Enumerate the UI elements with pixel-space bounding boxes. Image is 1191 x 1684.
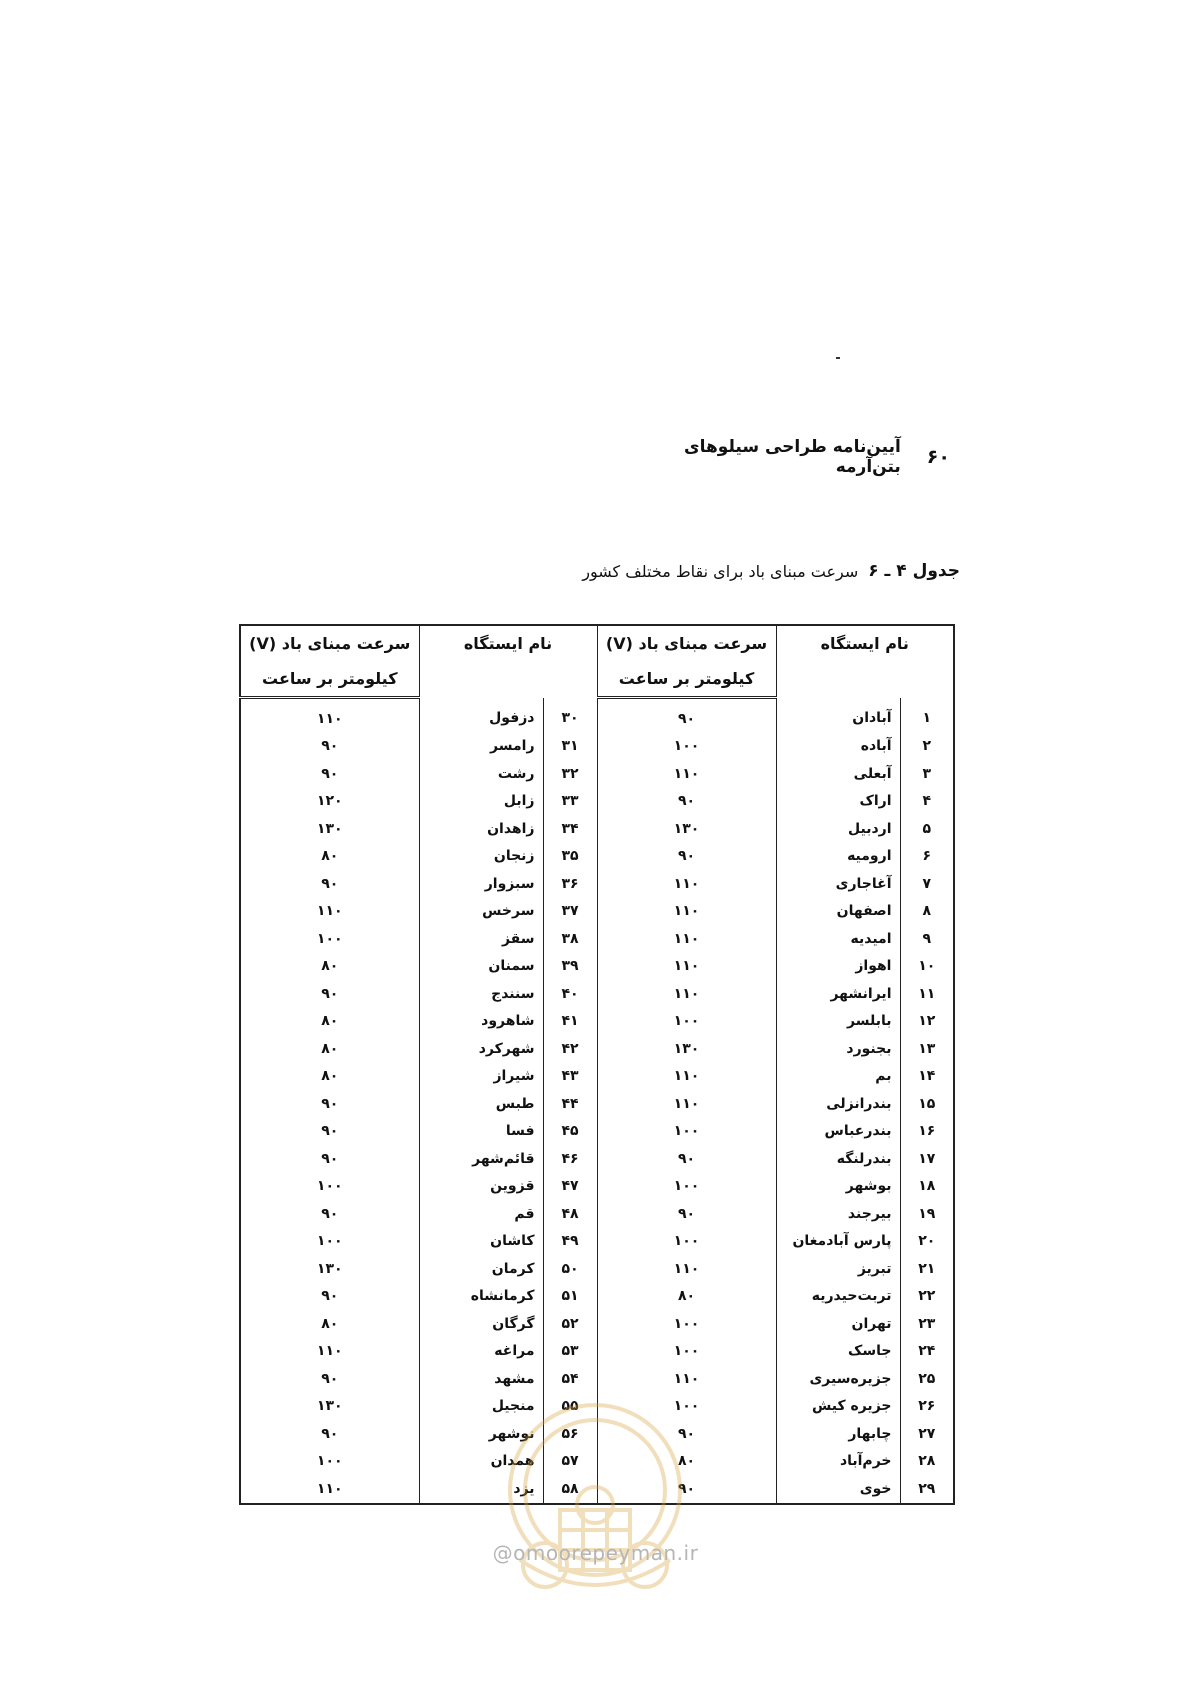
station-number: ۳۹ xyxy=(543,953,597,981)
station-number: ۳۴ xyxy=(543,815,597,843)
station-name: کرمان xyxy=(419,1255,543,1283)
wind-speed: ۹۰ xyxy=(597,1420,776,1448)
station-number: ۳۸ xyxy=(543,925,597,953)
wind-speed: ۱۳۰ xyxy=(597,1035,776,1063)
wind-speed: ۱۲۰ xyxy=(240,788,419,816)
wind-speed: ۱۰۰ xyxy=(240,925,419,953)
station-number: ۴۹ xyxy=(543,1228,597,1256)
wind-speed: ۱۰۰ xyxy=(597,1118,776,1146)
wind-speed: ۱۱۰ xyxy=(240,898,419,926)
station-name: شیراز xyxy=(419,1063,543,1091)
station-number: ۶ xyxy=(900,843,954,871)
station-name: شاهرود xyxy=(419,1008,543,1036)
station-number: ۱۰ xyxy=(900,953,954,981)
station-number: ۲۹ xyxy=(900,1475,954,1504)
station-name: خرم‌آباد xyxy=(776,1448,900,1476)
table-row xyxy=(240,843,954,871)
station-number: ۵ xyxy=(900,815,954,843)
running-title: آیین‌نامه طراحی سیلوهای بتن‌آرمه xyxy=(684,437,901,477)
wind-speed: ۱۳۰ xyxy=(240,815,419,843)
table-row xyxy=(240,980,954,1008)
page-number: ۶۰ xyxy=(926,446,950,468)
station-number: ۵۶ xyxy=(543,1420,597,1448)
station-name: سقز xyxy=(419,925,543,953)
wind-speed: ۹۰ xyxy=(240,1365,419,1393)
table-row xyxy=(240,1145,954,1173)
station-number: ۵۸ xyxy=(543,1475,597,1504)
wind-speed: ۸۰ xyxy=(240,1035,419,1063)
station-name: اراک xyxy=(776,788,900,816)
wind-speed: ۱۱۰ xyxy=(597,980,776,1008)
stray-dot xyxy=(836,357,840,359)
station-number: ۴۶ xyxy=(543,1145,597,1173)
station-number: ۲۴ xyxy=(900,1338,954,1366)
table-row xyxy=(240,925,954,953)
wind-speed: ۱۱۰ xyxy=(597,760,776,788)
table-row xyxy=(240,870,954,898)
station-number: ۴۵ xyxy=(543,1118,597,1146)
table-row xyxy=(240,698,954,733)
station-name: سنندج xyxy=(419,980,543,1008)
wind-speed: ۱۱۰ xyxy=(240,1338,419,1366)
station-name: ایرانشهر xyxy=(776,980,900,1008)
station-number: ۵۰ xyxy=(543,1255,597,1283)
station-number: ۴۱ xyxy=(543,1008,597,1036)
wind-speed: ۸۰ xyxy=(597,1448,776,1476)
wind-speed: ۹۰ xyxy=(240,1200,419,1228)
wind-speed: ۱۱۰ xyxy=(597,1255,776,1283)
wind-speed: ۹۰ xyxy=(240,1090,419,1118)
wind-speed: ۸۰ xyxy=(240,1008,419,1036)
wind-speed: ۹۰ xyxy=(597,1145,776,1173)
station-number: ۵۳ xyxy=(543,1338,597,1366)
station-number: ۱۲ xyxy=(900,1008,954,1036)
caption-label: جدول ۴ ـ ۶ xyxy=(868,561,960,581)
station-number: ۴۷ xyxy=(543,1173,597,1201)
station-name: تهران xyxy=(776,1310,900,1338)
station-number: ۲۵ xyxy=(900,1365,954,1393)
station-number: ۳۶ xyxy=(543,870,597,898)
station-number: ۴۲ xyxy=(543,1035,597,1063)
station-number: ۲۸ xyxy=(900,1448,954,1476)
station-name: پارس آبادمغان xyxy=(776,1228,900,1256)
station-name: اهواز xyxy=(776,953,900,981)
station-number: ۸ xyxy=(900,898,954,926)
wind-speed: ۹۰ xyxy=(240,1118,419,1146)
station-name: شهرکرد xyxy=(419,1035,543,1063)
table-row xyxy=(240,1310,954,1338)
station-number: ۱۷ xyxy=(900,1145,954,1173)
station-name: تبریز xyxy=(776,1255,900,1283)
station-name: منجیل xyxy=(419,1393,543,1421)
station-name: سبزوار xyxy=(419,870,543,898)
wind-speed: ۱۳۰ xyxy=(597,815,776,843)
unit-header-left: کیلومتر بر ساعت xyxy=(240,661,419,698)
wind-speed: ۱۰۰ xyxy=(597,1393,776,1421)
table-row xyxy=(240,898,954,926)
wind-speed: ۱۰۰ xyxy=(597,1173,776,1201)
wind-speed: ۱۱۰ xyxy=(597,1090,776,1118)
station-name: یزد xyxy=(419,1475,543,1504)
station-number: ۳ xyxy=(900,760,954,788)
station-number: ۱۵ xyxy=(900,1090,954,1118)
station-number: ۳۰ xyxy=(543,698,597,733)
station-name: قم xyxy=(419,1200,543,1228)
wind-speed: ۸۰ xyxy=(240,843,419,871)
wind-speed: ۹۰ xyxy=(240,760,419,788)
station-name: رشت xyxy=(419,760,543,788)
station-number: ۲۰ xyxy=(900,1228,954,1256)
station-number: ۷ xyxy=(900,870,954,898)
wind-speed-table xyxy=(239,624,955,1505)
station-name: سمنان xyxy=(419,953,543,981)
wind-speed: ۹۰ xyxy=(597,698,776,733)
wind-speed: ۹۰ xyxy=(597,1475,776,1504)
station-number: ۵۱ xyxy=(543,1283,597,1311)
wind-speed: ۹۰ xyxy=(597,1200,776,1228)
station-number: ۳۳ xyxy=(543,788,597,816)
table-row xyxy=(240,1035,954,1063)
wind-speed: ۸۰ xyxy=(240,1063,419,1091)
wind-speed: ۱۱۰ xyxy=(240,1475,419,1504)
station-number: ۳۵ xyxy=(543,843,597,871)
running-header xyxy=(660,437,950,477)
station-name: بیرجند xyxy=(776,1200,900,1228)
table-caption xyxy=(560,556,960,586)
station-number: ۲۷ xyxy=(900,1420,954,1448)
wind-speed: ۹۰ xyxy=(240,980,419,1008)
station-number: ۴۸ xyxy=(543,1200,597,1228)
station-name: فسا xyxy=(419,1118,543,1146)
station-number: ۱۶ xyxy=(900,1118,954,1146)
station-number: ۲۱ xyxy=(900,1255,954,1283)
station-name: قزوین xyxy=(419,1173,543,1201)
station-name: امیدیه xyxy=(776,925,900,953)
wind-speed: ۱۱۰ xyxy=(597,1365,776,1393)
station-name: تربت‌حیدریه xyxy=(776,1283,900,1311)
table-row xyxy=(240,1338,954,1366)
station-number: ۱ xyxy=(900,698,954,733)
wind-speed: ۱۰۰ xyxy=(240,1448,419,1476)
station-name: آغاجاری xyxy=(776,870,900,898)
station-header-right: نام ایستگاه xyxy=(776,625,954,698)
station-name: بوشهر xyxy=(776,1173,900,1201)
station-name: بندرلنگه xyxy=(776,1145,900,1173)
station-name: جاسک xyxy=(776,1338,900,1366)
seal-logo-icon xyxy=(480,1390,710,1620)
station-number: ۴۴ xyxy=(543,1090,597,1118)
station-name: آباده xyxy=(776,733,900,761)
table-row xyxy=(240,1255,954,1283)
station-name: خوی xyxy=(776,1475,900,1504)
station-name: بابلسر xyxy=(776,1008,900,1036)
caption-text: سرعت مبنای باد برای نقاط مختلف کشور xyxy=(582,561,859,581)
wind-speed: ۱۰۰ xyxy=(240,1228,419,1256)
table-row xyxy=(240,953,954,981)
station-number: ۵۷ xyxy=(543,1448,597,1476)
station-name: رامسر xyxy=(419,733,543,761)
station-name: ارومیه xyxy=(776,843,900,871)
table-row xyxy=(240,815,954,843)
station-name: کرمانشاه xyxy=(419,1283,543,1311)
wind-speed: ۱۳۰ xyxy=(240,1393,419,1421)
table-row xyxy=(240,1200,954,1228)
station-name: مراغه xyxy=(419,1338,543,1366)
station-header-left: نام ایستگاه xyxy=(419,625,597,698)
station-number: ۹ xyxy=(900,925,954,953)
station-name: زاهدان xyxy=(419,815,543,843)
table-row xyxy=(240,1228,954,1256)
station-name: بجنورد xyxy=(776,1035,900,1063)
station-number: ۲۲ xyxy=(900,1283,954,1311)
station-number: ۱۸ xyxy=(900,1173,954,1201)
station-number: ۵۴ xyxy=(543,1365,597,1393)
wind-speed: ۱۰۰ xyxy=(597,1338,776,1366)
wind-speed: ۸۰ xyxy=(240,953,419,981)
station-number: ۴۳ xyxy=(543,1063,597,1091)
speed-header-left: سرعت مبنای باد (V) xyxy=(240,625,419,661)
table-row xyxy=(240,760,954,788)
table-row xyxy=(240,1008,954,1036)
table-row xyxy=(240,733,954,761)
station-number: ۳۱ xyxy=(543,733,597,761)
station-name: طبس xyxy=(419,1090,543,1118)
station-name: آبعلی xyxy=(776,760,900,788)
station-name: نوشهر xyxy=(419,1420,543,1448)
station-number: ۲۶ xyxy=(900,1393,954,1421)
station-name: بندرانزلی xyxy=(776,1090,900,1118)
wind-speed: ۹۰ xyxy=(240,733,419,761)
wind-speed: ۹۰ xyxy=(240,1420,419,1448)
watermark-text: @omoorepeyman.ir xyxy=(492,1541,699,1565)
wind-speed: ۹۰ xyxy=(240,1145,419,1173)
station-number: ۵۵ xyxy=(543,1393,597,1421)
unit-header-right: کیلومتر بر ساعت xyxy=(597,661,776,698)
wind-speed: ۱۱۰ xyxy=(597,925,776,953)
station-number: ۱۹ xyxy=(900,1200,954,1228)
wind-speed: ۹۰ xyxy=(240,1283,419,1311)
station-name: بندرعباس xyxy=(776,1118,900,1146)
station-name: آبادان xyxy=(776,698,900,733)
station-name: همدان xyxy=(419,1448,543,1476)
table-row xyxy=(240,1173,954,1201)
wind-speed: ۱۰۰ xyxy=(240,1173,419,1201)
station-name: سرخس xyxy=(419,898,543,926)
table-row xyxy=(240,1063,954,1091)
wind-speed: ۹۰ xyxy=(597,788,776,816)
station-number: ۲ xyxy=(900,733,954,761)
station-name: جزیره‌سیری xyxy=(776,1365,900,1393)
wind-speed: ۸۰ xyxy=(240,1310,419,1338)
station-number: ۴ xyxy=(900,788,954,816)
station-number: ۱۴ xyxy=(900,1063,954,1091)
station-name: اردبیل xyxy=(776,815,900,843)
station-name: دزفول xyxy=(419,698,543,733)
wind-speed: ۱۱۰ xyxy=(240,698,419,733)
station-number: ۳۲ xyxy=(543,760,597,788)
station-number: ۳۷ xyxy=(543,898,597,926)
wind-speed: ۱۰۰ xyxy=(597,1008,776,1036)
station-number: ۴۰ xyxy=(543,980,597,1008)
table-row xyxy=(240,1283,954,1311)
wind-speed: ۹۰ xyxy=(240,870,419,898)
table-row xyxy=(240,1090,954,1118)
wind-speed: ۱۰۰ xyxy=(597,1228,776,1256)
wind-speed: ۱۱۰ xyxy=(597,898,776,926)
table-row xyxy=(240,1365,954,1393)
speed-header-right: سرعت مبنای باد (V) xyxy=(597,625,776,661)
wind-speed: ۱۱۰ xyxy=(597,1063,776,1091)
wind-speed: ۹۰ xyxy=(597,843,776,871)
station-name: کاشان xyxy=(419,1228,543,1256)
station-number: ۱۳ xyxy=(900,1035,954,1063)
station-number: ۵۲ xyxy=(543,1310,597,1338)
wind-speed: ۱۱۰ xyxy=(597,953,776,981)
station-name: بم xyxy=(776,1063,900,1091)
station-number: ۱۱ xyxy=(900,980,954,1008)
station-name: اصفهان xyxy=(776,898,900,926)
wind-speed: ۱۰۰ xyxy=(597,1310,776,1338)
station-name: چابهار xyxy=(776,1420,900,1448)
wind-speed: ۱۰۰ xyxy=(597,733,776,761)
wind-speed: ۸۰ xyxy=(597,1283,776,1311)
station-name: گرگان xyxy=(419,1310,543,1338)
station-name: زابل xyxy=(419,788,543,816)
table-row xyxy=(240,788,954,816)
wind-speed: ۱۱۰ xyxy=(597,870,776,898)
station-name: قائم‌شهر xyxy=(419,1145,543,1173)
station-name: زنجان xyxy=(419,843,543,871)
table-row xyxy=(240,1118,954,1146)
wind-speed: ۱۳۰ xyxy=(240,1255,419,1283)
station-number: ۲۳ xyxy=(900,1310,954,1338)
station-name: جزیره کیش xyxy=(776,1393,900,1421)
station-name: مشهد xyxy=(419,1365,543,1393)
